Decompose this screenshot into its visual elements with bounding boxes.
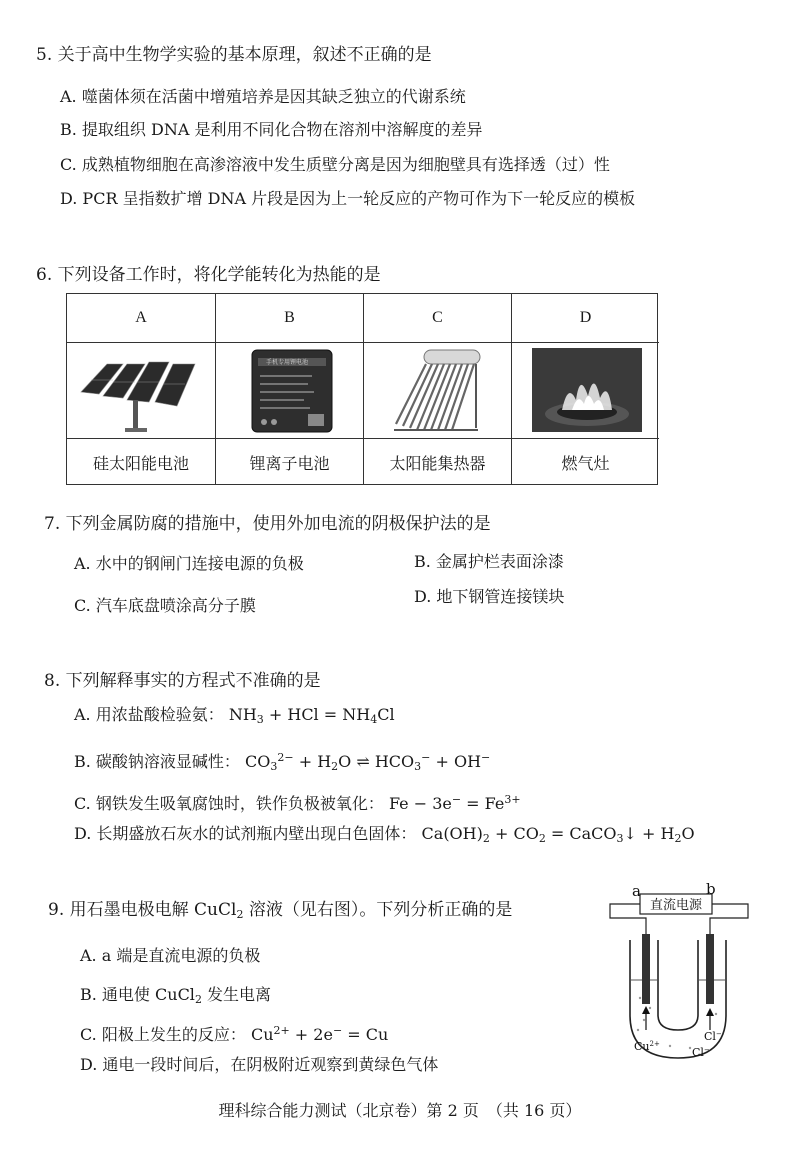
q8-option-a: [74, 704, 395, 731]
q7-option-c: C. 汽车底盘喷涂高分子膜: [74, 596, 256, 615]
terminal-a-label: a: [632, 882, 641, 900]
solar-heater-image: [364, 342, 511, 439]
q6-header-a: A: [67, 294, 215, 343]
q6-table: [66, 293, 658, 485]
q5-option-c: C. 成熟植物细胞在高渗溶液中发生质壁分离是因为细胞壁具有选择透（过）性: [60, 155, 610, 174]
svg-text:Cl−: Cl−: [704, 1030, 722, 1043]
q9-stem: 9. 用石墨电极电解 CuCl$_2$ 溶液（见右图）。下列分析正确的是: [48, 900, 513, 921]
q9-option-c-text: C. 阳极上发生的反应：: [80, 1025, 246, 1044]
q8-option-a-text: A. 用浓盐酸检验氨：: [74, 705, 224, 724]
q8-option-b-text: B. 碳酸钠溶液显碱性：: [74, 752, 240, 771]
q7-option-b: B. 金属护栏表面涂漆: [414, 552, 564, 571]
q6-caption-d: 燃气灶: [561, 453, 610, 473]
gas-stove-image: [512, 342, 659, 439]
electrolysis-diagram: [600, 880, 780, 1070]
q6-header-c: C: [364, 294, 511, 343]
q6-header-b: B: [216, 294, 363, 343]
q9-stem-pre: 9. 用石墨电极电解 CuCl: [48, 900, 237, 920]
q9-option-a: A. a 端是直流电源的负极: [80, 946, 261, 965]
q7-option-d: D. 地下钢管连接镁块: [414, 587, 565, 606]
q7-stem: 7. 下列金属防腐的措施中，使用外加电流的阴极保护法的是: [44, 514, 491, 534]
q8-option-d-text: D. 长期盛放石灰水的试剂瓶内壁出现白色固体：: [74, 824, 417, 843]
q6-caption-c: 太阳能集热器: [389, 453, 486, 473]
q8-option-b: [74, 747, 490, 778]
q6-caption-a: 硅太阳能电池: [92, 453, 189, 473]
q6-col-b: [215, 294, 363, 484]
svg-text:Cl−: Cl−: [692, 1046, 710, 1059]
q6-col-c: [363, 294, 511, 484]
q9-option-c: [80, 1020, 388, 1046]
q8-option-d: [74, 823, 695, 850]
q5-option-b: B. 提取组织 DNA 是利用不同化合物在溶剂中溶解度的差异: [60, 120, 483, 139]
q7-option-a: A. 水中的钢闸门连接电源的负极: [74, 554, 304, 573]
q9-option-b-pre: B. 通电使 CuCl: [80, 985, 195, 1004]
q8-equation-a: $NH_3$ + HCl = $NH_4Cl$: [228, 705, 395, 726]
q6-col-a: [67, 294, 215, 484]
q6-caption-b: 锂离子电池: [249, 453, 330, 473]
solar-panel-image: [67, 342, 215, 439]
q9-option-b-post: 发生电离: [201, 985, 272, 1004]
terminal-b-label: b: [706, 880, 716, 898]
battery-label: 手机专用锂电池: [266, 359, 309, 366]
lithium-battery-image: [216, 342, 363, 439]
q5-stem: 5. 关于高中生物学实验的基本原理，叙述不正确的是: [36, 45, 432, 65]
power-source-label: 直流电源: [649, 898, 703, 913]
q8-option-c-text: C. 钢铁发生吸氧腐蚀时，铁作负极被氧化：: [74, 794, 384, 813]
q9-stem-post: 溶液（见右图）。下列分析正确的是: [243, 900, 513, 920]
q6-col-d: [511, 294, 659, 484]
q8-option-c: [74, 789, 521, 815]
svg-text:Cu2+: $Cu^{2+}$: [634, 1040, 660, 1053]
q9-option-d: D. 通电一段时间后，在阴极附近观察到黄绿色气体: [80, 1055, 439, 1074]
q5-option-d: D. PCR 呈指数扩增 DNA 片段是因为上一轮反应的产物可作为下一轮反应的模板: [60, 189, 636, 208]
q9-equation-c: $Cu^{2+} + 2e^- = Cu$: [250, 1024, 389, 1044]
q8-equation-d: $Ca(OH)_2 + CO_2$ = CaCO$_3$↓ + $H_2O$: [421, 824, 695, 845]
page-footer: 理科综合能力测试（北京卷）第 2 页 （共 16 页）: [218, 1101, 582, 1120]
q8-equation-b: $CO_3^{2-} + H_2O$ ⇌ $HCO_3^- + OH^-$: [245, 751, 491, 773]
q6-header-d: D: [512, 294, 659, 343]
q8-equation-c: $Fe - 3e^- = Fe^{3+}$: [388, 793, 521, 813]
q9-option-b: B. 通电使 CuCl$_2$ 发生电离: [80, 985, 272, 1006]
q5-option-a: A. 噬菌体须在活菌中增殖培养是因其缺乏独立的代谢系统: [60, 87, 466, 106]
q8-stem: 8. 下列解释事实的方程式不准确的是: [44, 671, 321, 691]
q6-stem: 6. 下列设备工作时，将化学能转化为热能的是: [36, 265, 381, 285]
